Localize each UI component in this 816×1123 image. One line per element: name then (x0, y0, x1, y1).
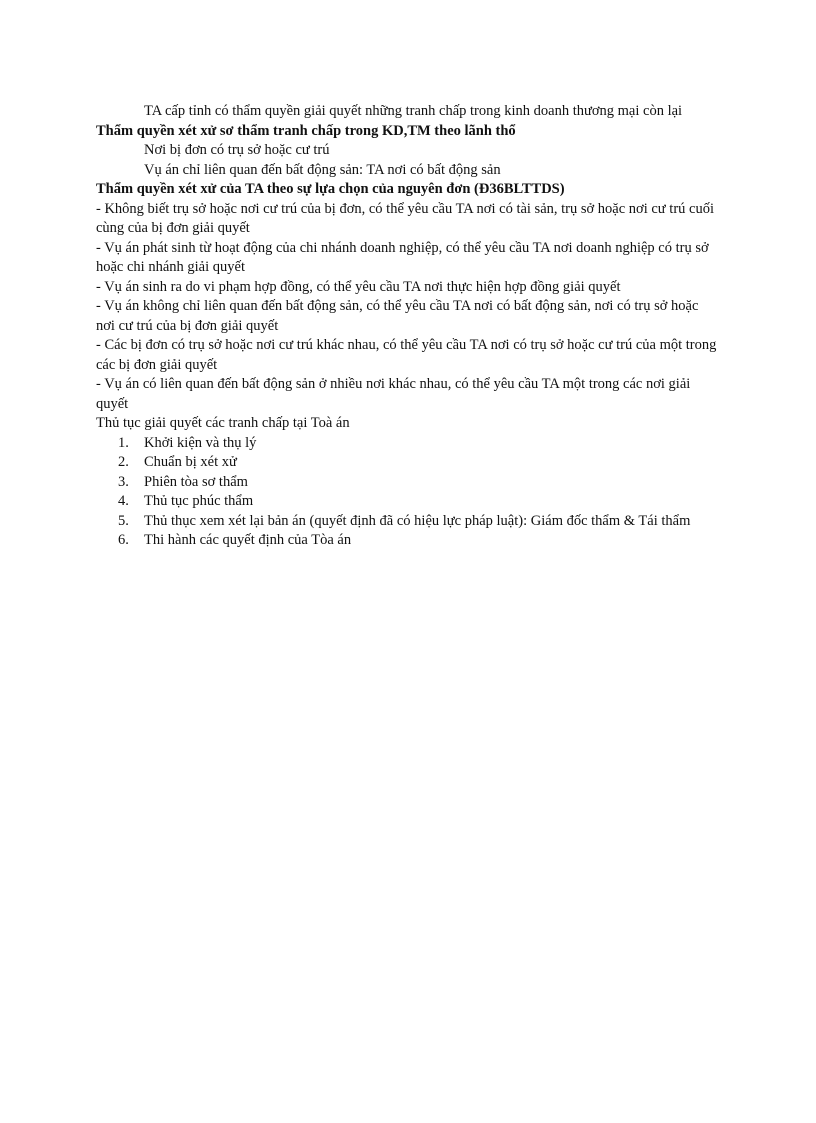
plaintiff-choice-item: - Vụ án không chỉ liên quan đến bất động sản, có thể yêu cầu TA nơi có bất động sản, nơi có trụ sở hoặc nơi cư trú của bị đơn giải quyết (96, 298, 699, 334)
step-text: Thủ tục phúc thẩm (144, 493, 254, 509)
procedure-steps-list (96, 434, 720, 551)
step-text: Thi hành các quyết định của Tòa án (144, 532, 352, 548)
step-number: 6. (118, 532, 129, 548)
step-text: Thủ thục xem xét lại bản án (quyết định đã có hiệu lực pháp luật): Giám đốc thẩm & Tái thẩm (144, 512, 691, 529)
plaintiff-choice-item: - Không biết trụ sở hoặc nơi cư trú của bị đơn, có thể yêu cầu TA nơi có tài sản, trụ sở hoặc nơi cư trú cuối cùng của bị đơn giải quyết (96, 200, 714, 236)
step-text: Phiên tòa sơ thẩm (144, 473, 248, 490)
procedure-step (96, 434, 720, 454)
step-number: 4. (118, 493, 129, 509)
step-text: Chuẩn bị xét xử (144, 454, 237, 470)
procedure-step (96, 473, 720, 493)
document-page (96, 102, 720, 551)
plaintiff-choice-heading: Thẩm quyền xét xử của TA theo sự lựa chọn của nguyên đơn (Đ36BLTTDS) (96, 181, 565, 197)
step-number: 5. (118, 512, 129, 529)
procedure-step (96, 512, 720, 532)
procedure-step (96, 453, 720, 473)
plaintiff-choice-item: - Các bị đơn có trụ sở hoặc nơi cư trú khác nhau, có thể yêu cầu TA nơi có trụ sở hoặc cư trú của một trong các bị đơn giải quyết (96, 337, 717, 373)
step-number: 1. (118, 434, 129, 451)
intro-paragraph: TA cấp tỉnh có thẩm quyền giải quyết những tranh chấp trong kinh doanh thương mại còn lại (144, 103, 683, 119)
step-number: 2. (118, 454, 129, 470)
territorial-heading: Thẩm quyền xét xử sơ thẩm tranh chấp trong KD,TM theo lãnh thổ (96, 122, 516, 139)
plaintiff-choice-item: - Vụ án sinh ra do vi phạm hợp đồng, có thể yêu cầu TA nơi thực hiện hợp đồng giải quyết (96, 278, 621, 295)
procedure-step (96, 492, 720, 512)
step-text: Khởi kiện và thụ lý (144, 434, 257, 451)
procedure-heading: Thủ tục giải quyết các tranh chấp tại Toà án (96, 415, 350, 431)
plaintiff-choice-item: - Vụ án có liên quan đến bất động sản ở nhiều nơi khác nhau, có thể yêu cầu TA một trong các nơi giải quyết (96, 376, 691, 412)
plaintiff-choice-item: - Vụ án phát sinh từ hoạt động của chi nhánh doanh nghiệp, có thể yêu cầu TA nơi doanh nghiệp có trụ sở hoặc chi nhánh giải quyết (96, 239, 709, 275)
territorial-line: Nơi bị đơn có trụ sở hoặc cư trú (144, 142, 330, 158)
procedure-step (96, 531, 720, 551)
step-number: 3. (118, 473, 129, 490)
territorial-line: Vụ án chỉ liên quan đến bất động sản: TA nơi có bất động sản (144, 161, 501, 178)
